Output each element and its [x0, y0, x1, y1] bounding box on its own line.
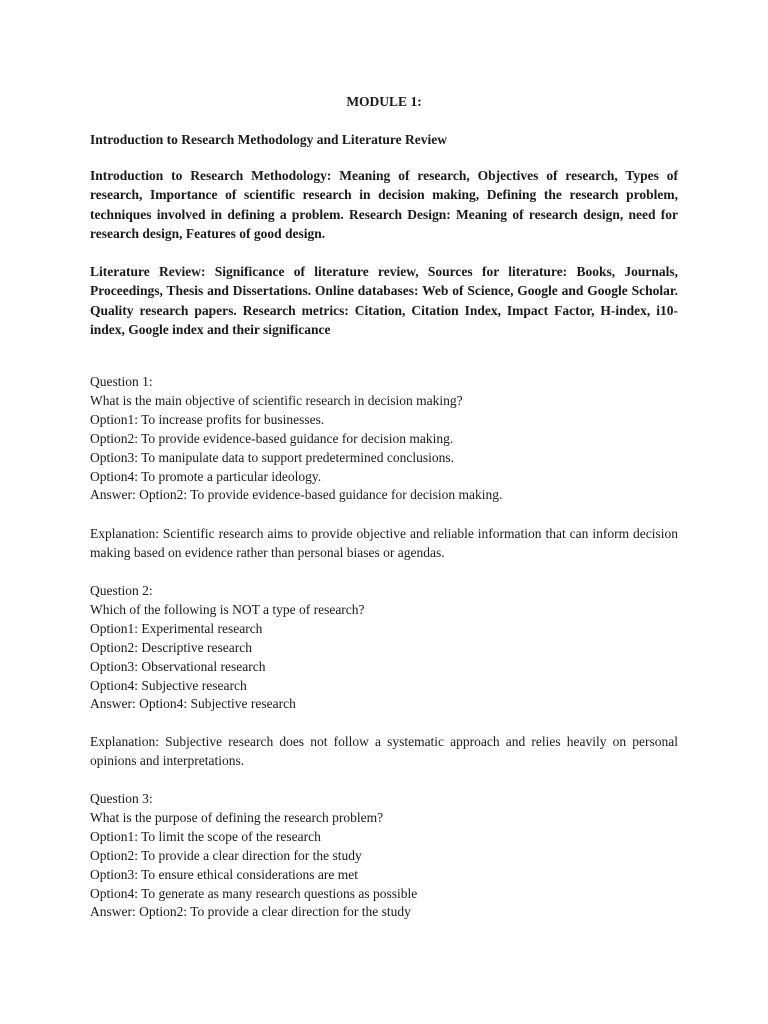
- option-4: Option4: To promote a particular ideology.: [90, 468, 322, 484]
- explanation-1: Explanation: Scientific research aims to provide objective and reliable information that can inform decision making based on evidence rather than personal biases or agendas.: [90, 526, 678, 560]
- option-3: Option3: Observational research: [90, 658, 266, 674]
- document-page: [90, 0, 678, 1024]
- answer: Answer: Option2: To provide a clear direction for the study: [90, 904, 411, 920]
- explanation-2: Explanation: Subjective research does not follow a systematic approach and relies heavily on personal opinions and interpretations.: [90, 734, 678, 768]
- option-1: Option1: To increase profits for businesses.: [90, 411, 325, 427]
- option-2: Option2: Descriptive research: [90, 639, 252, 655]
- question-label: Question 3:: [90, 791, 153, 806]
- question-label: Question 2:: [90, 583, 153, 598]
- question-label: Question 1:: [90, 374, 153, 389]
- question-text: Which of the following is NOT a type of research?: [90, 601, 365, 617]
- section-heading: Introduction to Research Methodology and Literature Review: [90, 132, 447, 147]
- question-block-3: [90, 790, 678, 922]
- option-3: Option3: To manipulate data to support predetermined conclusions.: [90, 449, 454, 465]
- question-text: What is the main objective of scientific research in decision making?: [90, 392, 463, 408]
- question-block-1: [90, 373, 678, 505]
- option-1: Option1: To limit the scope of the research: [90, 828, 321, 844]
- question-text: What is the purpose of defining the research problem?: [90, 809, 384, 825]
- option-3: Option3: To ensure ethical considerations are met: [90, 866, 358, 882]
- question-block-2: [90, 582, 678, 714]
- module-title: MODULE 1:: [346, 94, 422, 109]
- option-4: Option4: Subjective research: [90, 677, 247, 693]
- answer: Answer: Option2: To provide evidence-based guidance for decision making.: [90, 487, 503, 503]
- syllabus-paragraph-literature: Literature Review: Significance of literature review, Sources for literature: Books, Journals, Proceedings, Thesis and Dissertations. Online databases: Web of Science, Google and Google Scholar. Quality research papers. Research metrics: Citation, Citation Index, Impact Factor, H-index, i10-index, Google index and their significance: [90, 264, 678, 337]
- option-2: Option2: To provide evidence-based guidance for decision making.: [90, 430, 454, 446]
- option-1: Option1: Experimental research: [90, 620, 263, 636]
- option-4: Option4: To generate as many research questions as possible: [90, 885, 418, 901]
- option-2: Option2: To provide a clear direction for the study: [90, 847, 362, 863]
- answer: Answer: Option4: Subjective research: [90, 696, 296, 712]
- syllabus-paragraph-methodology: Introduction to Research Methodology: Meaning of research, Objectives of research, Types of research, Importance of scientific research in decision making, Defining the research problem, techniques involved in defining a problem. Research Design: Meaning of research design, need for research design, Features of good design.: [90, 168, 678, 241]
